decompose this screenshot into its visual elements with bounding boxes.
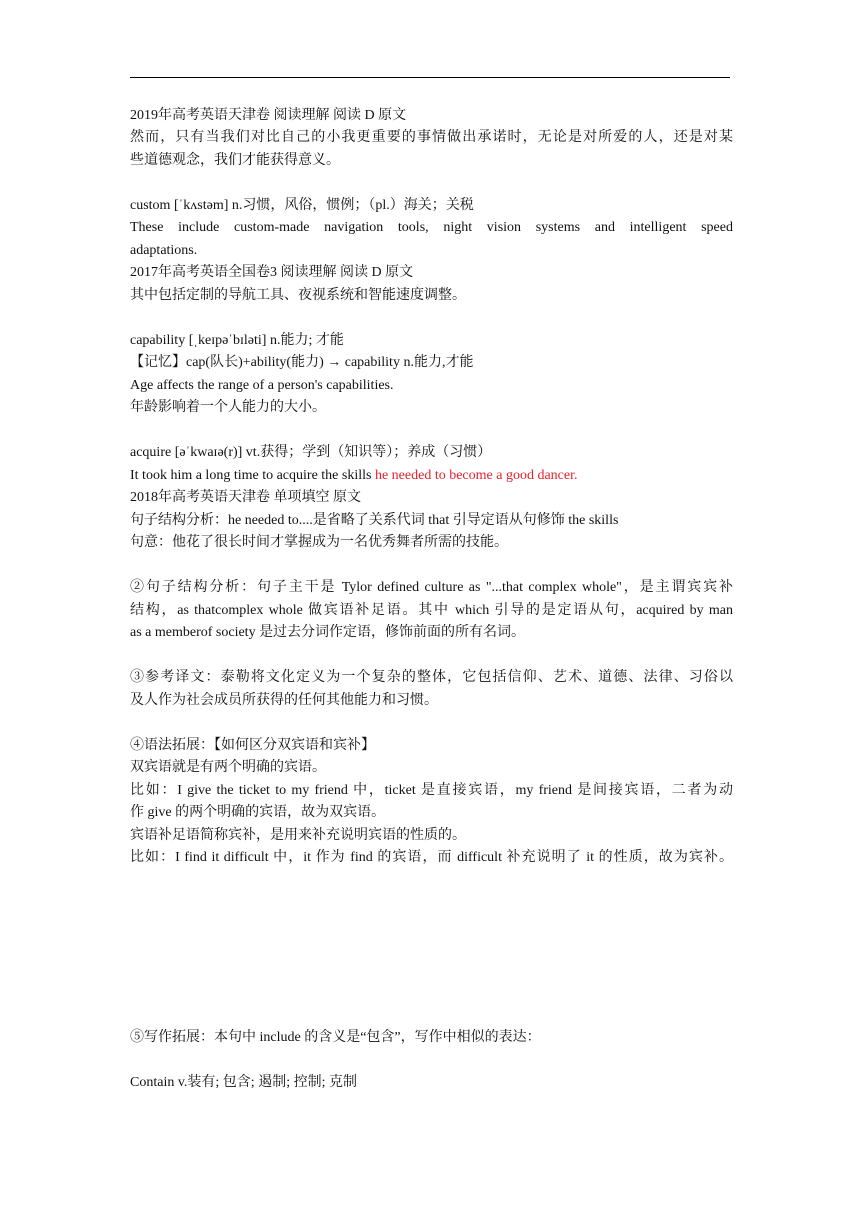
example-sentence: These include custom-made navigation tools, night vision systems and intelligent speed bbox=[130, 220, 733, 235]
source-line: 2018年高考英语天津卷 单项填空 原文 bbox=[130, 490, 361, 505]
header-rule bbox=[130, 77, 730, 78]
analysis-line: 句子结构分析：he needed to....是省略了关系代词 that 引导定语从句修饰 the skills bbox=[130, 513, 619, 528]
vocab-entry-custom: custom [ˈkʌstəm] n.习惯，风俗，惯例；（pl.）海关；关税 bbox=[130, 198, 474, 213]
vocab-entry-contain: Contain v.装有; 包含; 遏制; 控制; 克制 bbox=[130, 1075, 357, 1090]
writing-heading: ⑤写作拓展：本句中 include 的含义是“包含”，写作中相似的表达： bbox=[130, 1030, 541, 1045]
highlighted-clause: he needed to become a good dancer. bbox=[374, 468, 578, 483]
example-sentence: Age affects the range of a person's capabilities. bbox=[130, 378, 394, 393]
example-sentence bbox=[130, 466, 733, 486]
source-line: 2017年高考英语全国卷3 阅读理解 阅读 D 原文 bbox=[130, 265, 414, 280]
translation-line: 然而，只有当我们对比自己的小我更重要的事情做出承诺时，无论是对所爱的人，还是对某 bbox=[130, 130, 733, 145]
translation-line: 年龄影响着一个人能力的大小。 bbox=[130, 400, 326, 415]
translation-line: 句意：他花了很长时间才掌握成为一名优秀舞者所需的技能。 bbox=[130, 535, 508, 550]
analysis-line: 结构，as thatcomplex whole 做宾语补足语。其中 which 引导的是定语从句，acquired by man bbox=[130, 603, 733, 618]
analysis-line: as a memberof society 是过去分词作定语，修饰前面的所有名词。 bbox=[130, 625, 526, 640]
grammar-line: 作 give 的两个明确的宾语，故为双宾语。 bbox=[130, 805, 386, 820]
grammar-heading: ④语法拓展：【如何区分双宾语和宾补】 bbox=[130, 738, 375, 753]
example-sentence: adaptations. bbox=[130, 243, 198, 258]
translation-line: 些道德观念，我们才能获得意义。 bbox=[130, 153, 340, 168]
grammar-line: 比如：I find it difficult 中，it 作为 find 的宾语，而 difficult 补充说明了 it 的性质，故为宾补。 bbox=[130, 850, 733, 865]
source-line: 2019年高考英语天津卷 阅读理解 阅读 D 原文 bbox=[130, 108, 407, 123]
reference-translation: 及人作为社会成员所获得的任何其他能力和习惯。 bbox=[130, 693, 438, 708]
grammar-line: 比如：I give the ticket to my friend 中，ticket 是直接宾语，my friend 是间接宾语，二者为动 bbox=[130, 783, 733, 798]
analysis-line: ②句子结构分析：句子主干是 Tylor defined culture as "...that complex whole"，是主谓宾宾补 bbox=[130, 580, 733, 595]
vocab-entry-acquire: acquire [əˈkwaɪə(r)] vt.获得；学到（知识等）；养成（习惯） bbox=[130, 445, 492, 460]
example-text: It took him a long time to acquire the skills bbox=[130, 468, 375, 483]
grammar-line: 宾语补足语简称宾补，是用来补充说明宾语的性质的。 bbox=[130, 828, 466, 843]
translation-line: 其中包括定制的导航工具、夜视系统和智能速度调整。 bbox=[130, 288, 466, 303]
grammar-line: 双宾语就是有两个明确的宾语。 bbox=[130, 760, 326, 775]
reference-translation: ③参考译文：泰勒将文化定义为一个复杂的整体，它包括信仰、艺术、道德、法律、习俗以 bbox=[130, 670, 733, 685]
vocab-entry-capability: capability [ˌkeɪpəˈbɪləti] n.能力; 才能 bbox=[130, 333, 344, 348]
memory-tip: 【记忆】cap(队长)+ability(能力) → capability n.能力,才能 bbox=[130, 355, 474, 370]
